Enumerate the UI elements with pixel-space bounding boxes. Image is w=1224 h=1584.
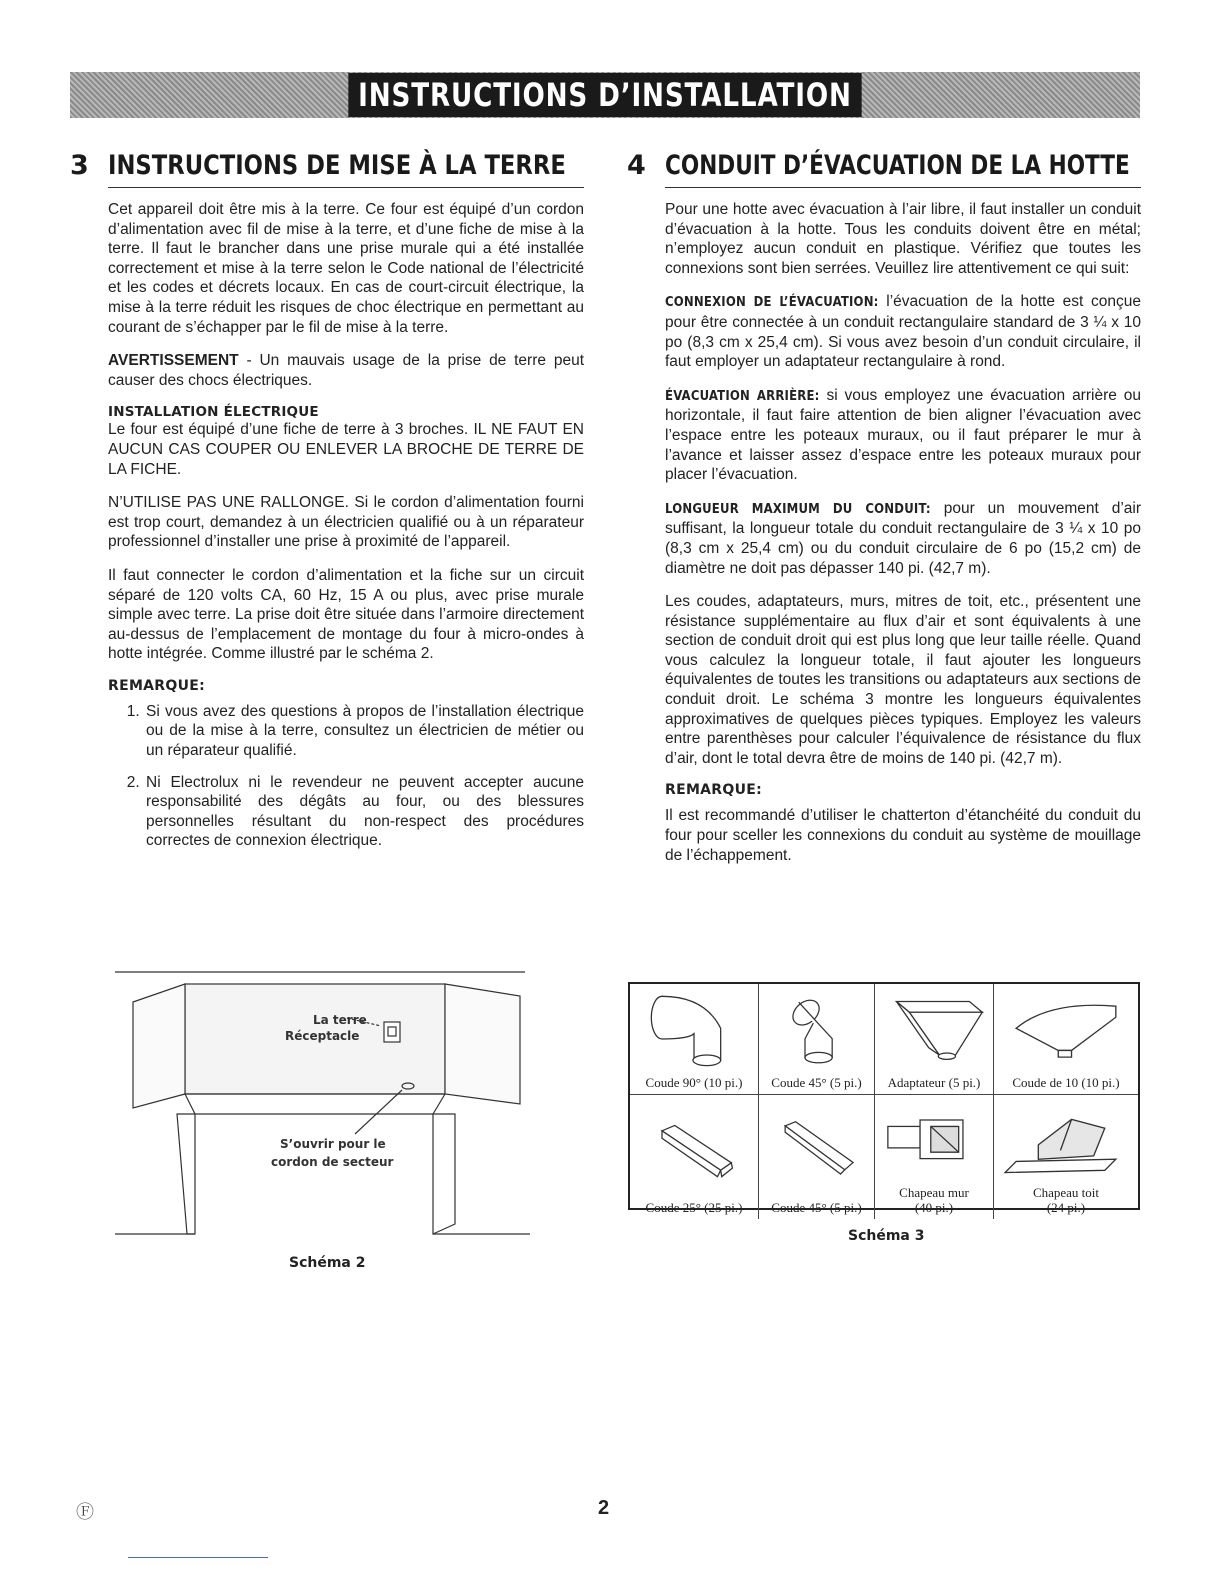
note-heading: REMARQUE: [108,677,206,694]
elbow-25-icon [630,1095,758,1199]
note-item: 2. Ni Electrolux ni le revendeur ne peuvent accepter aucune responsabilité des dégâts au four, ou des blessures personnelles résultant du non-respect des procédures correctes de connexion électrique. [144,773,584,851]
elbow-45-icon [759,984,874,1073]
elbow-90-icon [630,984,758,1073]
page-title: INSTRUCTIONS D’INSTALLATION [348,73,861,117]
fitting-label: Adaptateur (5 pi.) [887,1074,981,1090]
fitting-label: Coude de 10 (10 pi.) [1012,1074,1120,1090]
header-banner [70,72,1140,118]
fitting-label: Coude 90° (10 pi.) [645,1074,743,1090]
fitting-wall-cap [875,1095,994,1220]
longueur-lead: LONGUEUR MAXIMUM DU CONDUIT: [665,501,931,517]
fitting-elbow-45 [759,984,875,1095]
fitting-elbow-45-rect [759,1095,875,1220]
longueur-text: pour un mouvement d’air suffisant, la longueur totale du conduit rectangulaire de 3 ¼ x 10 po (8,3 cm x 25,4 cm) ou du conduit circulaire de 6 po (15,2 cm) de diamètre ne doit pas dépasser 140 pi. (42,7 m). [665,499,1141,577]
note-heading: REMARQUE: [665,782,763,799]
elbow-45-rect-icon [759,1095,874,1199]
note-item: 1. Si vous avez des questions à propos de l’installation électrique ou de la mise à la terre, consultez un électricien de métier ou un réparateur qualifié. [144,702,584,761]
section-3-heading [70,150,584,188]
grounding-intro: Cet appareil doit être mis à la terre. Ce four est équipé d’un cordon d’alimentation avec fil de mise à la terre, et d’une fiche de mise à la terre. Il faut le brancher dans une prise murale qui a été installée correctement et mise à la terre selon le Code national de l’électricité et les codes et décrets locaux. En cas de court-circuit électrique, la mise à la terre réduit les risques de choc électrique en permettant au courant de s’échapper par le fil de mise à la terre. [108,201,584,336]
label-terre: La terre [313,1013,367,1027]
connexion-lead: CONNEXION DE L’ÉVACUATION: [665,295,879,311]
fitting-label-line1: Chapeau mur [899,1185,969,1201]
fitting-elbow-25 [630,1095,759,1220]
fitting-label-line2: (40 pi.) [914,1200,954,1216]
label-open-2: cordon de secteur [271,1155,394,1169]
note-text: Il est recommandé d’utiliser le chatterton d’étanchéité du conduit du four pour sceller les connexions du conduit au système de mouillage de l’échappement. [665,807,1141,864]
arriere-text: si vous employez une évacuation arrière ou horizontale, il faut faire attention de bien aligner l’évacuation avec l’espace entre les poteaux muraux, ou il faut préparer le mur à l’avance et laisser assez d’espace entre les poteaux muraux pour placer l’évacuation. [665,386,1141,484]
fitting-label-line2: (24 pi.) [1046,1200,1086,1216]
roof-cap-icon [994,1095,1138,1184]
fitting-elbow-90 [630,984,759,1095]
coudes-text: Les coudes, adaptateurs, murs, mitres de toit, etc., présentent une résistance supplémentaire au flux d’air et sont équivalents à une section de conduit droit qui est plus long que leur taille réelle. Quand vous calculez la longueur totale, il faut ajouter les longueurs équivalentes de toutes les transitions ou adaptateurs aux sections de conduit droit. Le schéma 3 montre les longueurs équivalentes approximatives de quelques pièces typiques. Employez les valeurs entre parenthèses pour calculer l’équivalence de résistance du flux d’air, dont le total devra être de moins de 140 pi. (42,7 m). [665,593,1141,767]
label-open-1: S’ouvrir pour le [280,1137,386,1151]
fitting-label: Coude 25° (25 pi.) [645,1200,743,1216]
warning-paragraph [108,351,584,390]
fitting-elbow-10 [994,984,1138,1095]
install-heading: INSTALLATION ÉLECTRIQUE [108,404,319,421]
cabinet-diagram [115,966,535,1246]
longueur-paragraph [665,499,1141,578]
fitting-label: Coude 45° (5 pi.) [771,1074,862,1090]
fitting-label [1033,1183,1099,1219]
adapter-icon [875,984,993,1073]
fitting-label-line1: Chapeau toit [1032,1185,1100,1201]
section-grounding [70,150,584,863]
fitting-label: Coude 45° (5 pi.) [771,1200,862,1216]
section-title: CONDUIT D’ÉVACUATION DE LA HOTTE [665,150,1130,181]
connexion-text: l’évacuation de la hotte est conçue pour être connectée à un conduit rectangulaire standard de 3 ¼ x 10 po (8,3 cm x 25,4 cm). Si vous avez besoin d’un conduit circulaire, il faut employer un adaptateur rectangulaire à rond. [665,293,1141,371]
elbow-10-icon [994,984,1138,1073]
language-mark: Ⓕ [76,1502,94,1522]
section-number: 3 [70,150,89,181]
fitting-roof-cap [994,1095,1138,1220]
duct-fittings-table [628,982,1140,1216]
section-number: 4 [627,150,646,181]
fitting-adapter [875,984,994,1095]
footer-rule [128,1557,268,1558]
figure-3-caption: Schéma 3 [848,1228,925,1244]
section-title: INSTRUCTIONS DE MISE À LA TERRE [108,150,566,181]
duct-intro: Pour une hotte avec évacuation à l’air libre, il faut installer un conduit d’évacuation à la hotte. Tous les conduits doivent être en métal; n’employez aucun conduit en plastique. Vérifiez que toutes les connexions sont bien serrées. Veuillez lire attentivement ce qui suit: [665,201,1141,277]
section-4-heading [627,150,1141,188]
warning-text: - Un mauvais usage de la prise de terre peut causer des chocs électriques. [108,352,584,389]
fitting-label [899,1183,969,1219]
circuit-text: Il faut connecter le cordon d’alimentation et la fiche sur un circuit séparé de 120 volts CA, 60 Hz, 15 A ou plus, avec prise murale simple avec terre. La prise doit être située dans l’armoire directement au-dessus de l’emplacement de montage du four à micro-ondes à hotte intégrée. Comme illustré par le schéma 2. [108,566,584,663]
warning-lead: AVERTISSEMENT [108,352,239,370]
label-receptacle: Réceptacle [285,1029,360,1043]
note-list [108,702,584,851]
connexion-paragraph [665,292,1141,371]
page-number: 2 [598,1497,610,1519]
install-text: Le four est équipé d’une fiche de terre à 3 broches. IL NE FAUT EN AUCUN CAS COUPER OU ENLEVER LA BROCHE DE TERRE DE LA FICHE. [108,421,584,478]
section-duct [627,150,1141,879]
wall-cap-icon [875,1095,993,1184]
arriere-paragraph [665,386,1141,485]
arriere-lead: ÉVACUATION ARRIÈRE: [665,388,820,404]
extension-text: N’UTILISE PAS UNE RALLONGE. Si le cordon d’alimentation fourni est trop court, demandez à un électricien qualifié ou à un réparateur professionnel d’installer une prise à proximité de l’appareil. [108,494,584,551]
figure-2-caption: Schéma 2 [289,1255,366,1271]
